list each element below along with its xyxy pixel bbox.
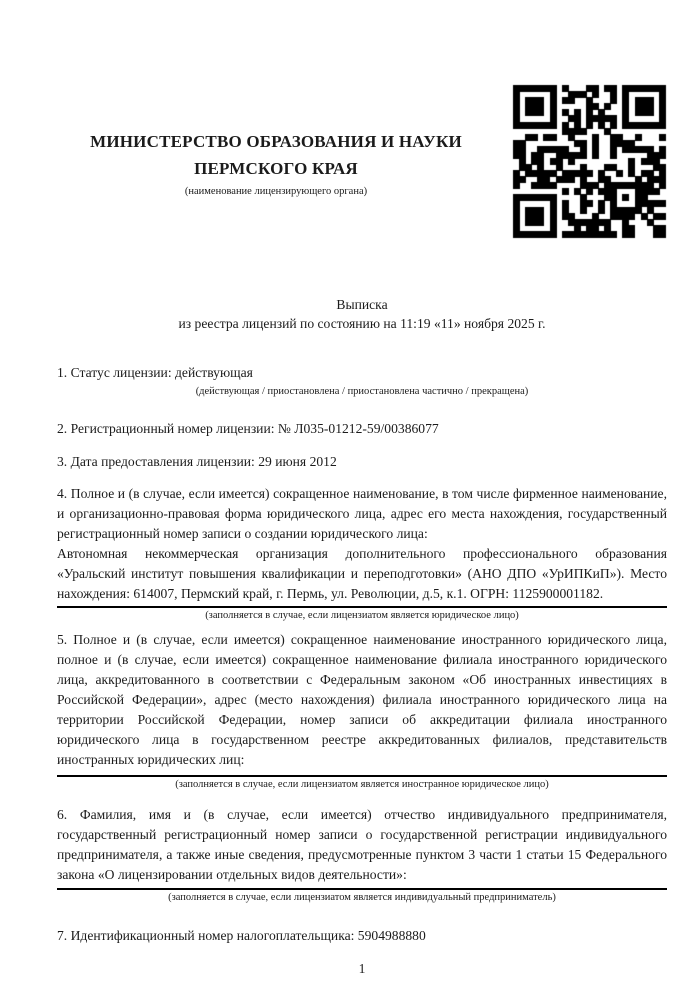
document-title-line2: из реестра лицензий по состоянию на 11:19 «11» ноября 2025 г.: [178, 315, 546, 331]
document-title: [57, 296, 667, 333]
legal-entity-field-label: 4. Полное и (в случае, если имеется) сокращенное наименование, в том числе фирменное наименование, и организационно-правовая форма юридического лица, адрес его места нахождения, государственный регистрационный номер записи о создании юридического лица:: [57, 486, 667, 541]
licensing-authority-header: [40, 128, 512, 198]
document-title-line1: Выписка: [336, 297, 388, 312]
fill-in-rule: [57, 775, 667, 777]
document-header-section: [0, 0, 700, 296]
license-status-options-caption: (действующая / приостановлена / приостановлена частично / прекращена): [195, 386, 529, 397]
document-body: [57, 296, 667, 977]
item-registration-number: [57, 419, 667, 439]
ministry-name-caption: (наименование лицензирующего органа): [184, 186, 368, 197]
license-status-text: 1. Статус лицензии: действующая: [57, 365, 253, 380]
individual-entrepreneur-field-label: 6. Фамилия, имя и (в случае, если имеется) отчество индивидуального предпринимателя, государственный регистрационный номер записи о государственной регистрации индивидуального предпринимателя, а также иные сведения, предусмотренные пунктом 3 части 1 статьи 15 Федерального закона «О лицензировании отдельных видов деятельности»:: [57, 807, 667, 882]
item-individual-entrepreneur: [57, 805, 667, 904]
item-license-status: [57, 363, 667, 398]
fill-in-rule: [57, 888, 667, 890]
ministry-name-line2: ПЕРМСКОГО КРАЯ: [194, 159, 358, 178]
legal-entity-value: Автономная некоммерческая организация дополнительного профессионального образования «Уральский институт повышения квалификации и переподготовки» (АНО ДПО «УрИПКиП»). Место нахождения: 614007, Пермский край, г. Пермь, ул. Революции, д.5, к.1. ОГРН: 1125900001182.: [57, 546, 667, 601]
item-foreign-legal-entity: [57, 630, 667, 791]
license-grant-date-text: 3. Дата предоставления лицензии: 29 июня 2012: [57, 454, 337, 469]
ministry-name-line1: МИНИСТЕРСТВО ОБРАЗОВАНИЯ И НАУКИ: [90, 132, 462, 151]
registration-number-text: 2. Регистрационный номер лицензии: № Л035-01212-59/00386077: [57, 421, 439, 436]
item-taxpayer-id: [57, 926, 667, 946]
qr-code-icon: [510, 82, 668, 240]
taxpayer-id-text: 7. Идентификационный номер налогоплательщика: 5904988880: [57, 928, 426, 943]
foreign-legal-entity-field-label: 5. Полное и (в случае, если имеется) сокращенное наименование иностранного юридического лица, полное и (в случае, если имеется) сокращенное наименование филиала иностранного юридического лица, аккредитованного в соответствии с Федеральным законом «Об иностранных инвестициях в Российской Федерации», адрес (место нахождения) филиала иностранного юридического лица на территории Российской Федерации, номер записи об аккредитации филиала иностранного юридического лица в государственном реестре аккредитованных филиалов, представительств иностранных юридических лиц:: [57, 632, 667, 767]
item-license-grant-date: [57, 452, 667, 472]
page-number: 1: [358, 961, 366, 976]
legal-entity-caption: (заполняется в случае, если лицензиатом является юридическое лицо): [205, 610, 519, 621]
individual-entrepreneur-caption: (заполняется в случае, если лицензиатом является индивидуальный предприниматель): [168, 892, 556, 903]
item-legal-entity: [57, 484, 667, 622]
foreign-legal-entity-caption: (заполняется в случае, если лицензиатом является иностранное юридическое лицо): [175, 779, 549, 790]
fill-in-rule: [57, 606, 667, 608]
